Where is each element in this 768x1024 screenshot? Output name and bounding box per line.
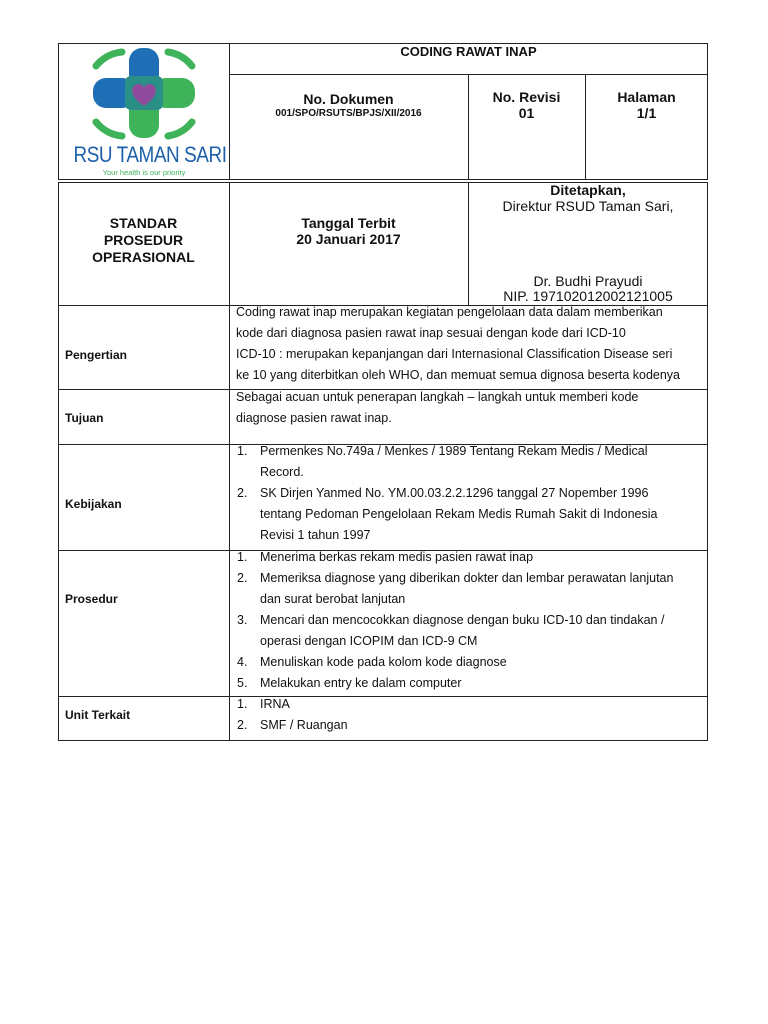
hospital-logo [62, 46, 226, 178]
logo-tagline: Your health is our priority [102, 168, 186, 177]
list-number: 1. [237, 550, 248, 564]
list-line: operasi dengan ICOPIM dan ICD-9 CM [260, 634, 478, 648]
list-line: Mencari dan mencocokkan diagnose dengan buku ICD-10 dan tindakan / [260, 613, 665, 627]
issue-date-value: 20 Januari 2017 [296, 231, 401, 247]
list-line: dan surat berobat lanjutan [260, 592, 406, 606]
tujuan-line: Sebagai acuan untuk penerapan langkah – langkah untuk memberi kode [236, 390, 639, 404]
document-number-value: 001/SPO/RSUTS/BPJS/XII/2016 [275, 108, 422, 119]
list-line: SK Dirjen Yanmed No. YM.00.03.2.2.1296 tanggal 27 Nopember 1996 [260, 486, 649, 500]
issue-date-cell [229, 215, 468, 247]
kebijakan-label: Kebijakan [65, 497, 122, 511]
list-item [237, 673, 703, 694]
pengertian-line: ke 10 yang diterbitkan oleh WHO, dan memuat semua dignosa beserta kodenya [236, 368, 681, 382]
list-number: 2. [237, 486, 248, 500]
page-cell [585, 89, 708, 121]
list-number: 1. [237, 444, 248, 458]
list-item [237, 715, 703, 736]
list-item [237, 441, 703, 483]
list-line: tentang Pedoman Pengelolaan Rekam Medis Rumah Sakit di Indonesia [260, 507, 658, 521]
revision-cell [468, 89, 585, 121]
tujuan-line: diagnose pasien rawat inap. [236, 411, 392, 425]
director-title: Direktur RSUD Taman Sari, [502, 198, 674, 214]
list-item [237, 652, 703, 673]
sop-heading-line3: OPERASIONAL [92, 249, 195, 265]
list-line: Menuliskan kode pada kolom kode diagnose [260, 655, 507, 669]
list-line: Record. [260, 465, 304, 479]
list-item [237, 610, 703, 652]
revision-value: 01 [518, 105, 535, 121]
list-number: 2. [237, 718, 248, 732]
pengertian-line: ICD-10 : merupakan kepanjangan dari Internasional Classification Disease seri [236, 347, 673, 361]
list-line: Melakukan entry ke dalam computer [260, 676, 462, 690]
pengertian-text [236, 302, 704, 386]
list-line: IRNA [260, 697, 290, 711]
approval-label: Ditetapkan, [550, 182, 626, 198]
prosedur-list [237, 547, 703, 694]
document-number-cell [229, 91, 468, 119]
list-item [237, 568, 703, 610]
list-item [237, 483, 703, 546]
list-number: 4. [237, 655, 248, 669]
list-number: 5. [237, 676, 248, 690]
unit-terkait-label: Unit Terkait [65, 708, 131, 722]
kebijakan-list [237, 441, 703, 546]
list-item [237, 547, 703, 568]
pengertian-label: Pengertian [65, 348, 128, 362]
list-number: 3. [237, 613, 248, 627]
document-title: CODING RAWAT INAP [400, 44, 537, 59]
sop-heading [58, 215, 229, 266]
pengertian-line: kode dari diagnosa pasien rawat inap sesuai dengan kode dari ICD-10 [236, 326, 626, 340]
pengertian-line: Coding rawat inap merupakan kegiatan pengelolaan data dalam memberikan [236, 305, 663, 319]
list-line: SMF / Ruangan [260, 718, 348, 732]
list-line: Revisi 1 tahun 1997 [260, 528, 371, 542]
approval-cell [468, 182, 708, 304]
document-number-label: No. Dokumen [303, 91, 394, 107]
tujuan-text [236, 387, 704, 429]
prosedur-label: Prosedur [65, 592, 118, 606]
tujuan-label: Tujuan [65, 411, 104, 425]
issue-date-label: Tanggal Terbit [301, 215, 396, 231]
list-number: 1. [237, 697, 248, 711]
revision-label: No. Revisi [492, 89, 561, 105]
list-item [237, 694, 703, 715]
sop-heading-line1: STANDAR [109, 215, 178, 231]
logo-name: RSU TAMAN SARI [73, 142, 227, 167]
page-value: 1/1 [636, 105, 657, 121]
list-line: Permenkes No.749a / Menkes / 1989 Tentang Rekam Medis / Medical [260, 444, 648, 458]
list-line: Memeriksa diagnose yang diberikan dokter dan lembar perawatan lanjutan [260, 571, 674, 585]
unit-terkait-list [237, 694, 703, 736]
director-name: Dr. Budhi Prayudi [533, 273, 643, 289]
list-number: 2. [237, 571, 248, 585]
content-column-divider [229, 305, 230, 741]
list-line: Menerima berkas rekam medis pasien rawat inap [260, 550, 534, 564]
director-nip: NIP. 197102012002121005 [503, 288, 673, 304]
page-label: Halaman [617, 89, 676, 105]
sop-heading-line2: PROSEDUR [103, 232, 184, 248]
